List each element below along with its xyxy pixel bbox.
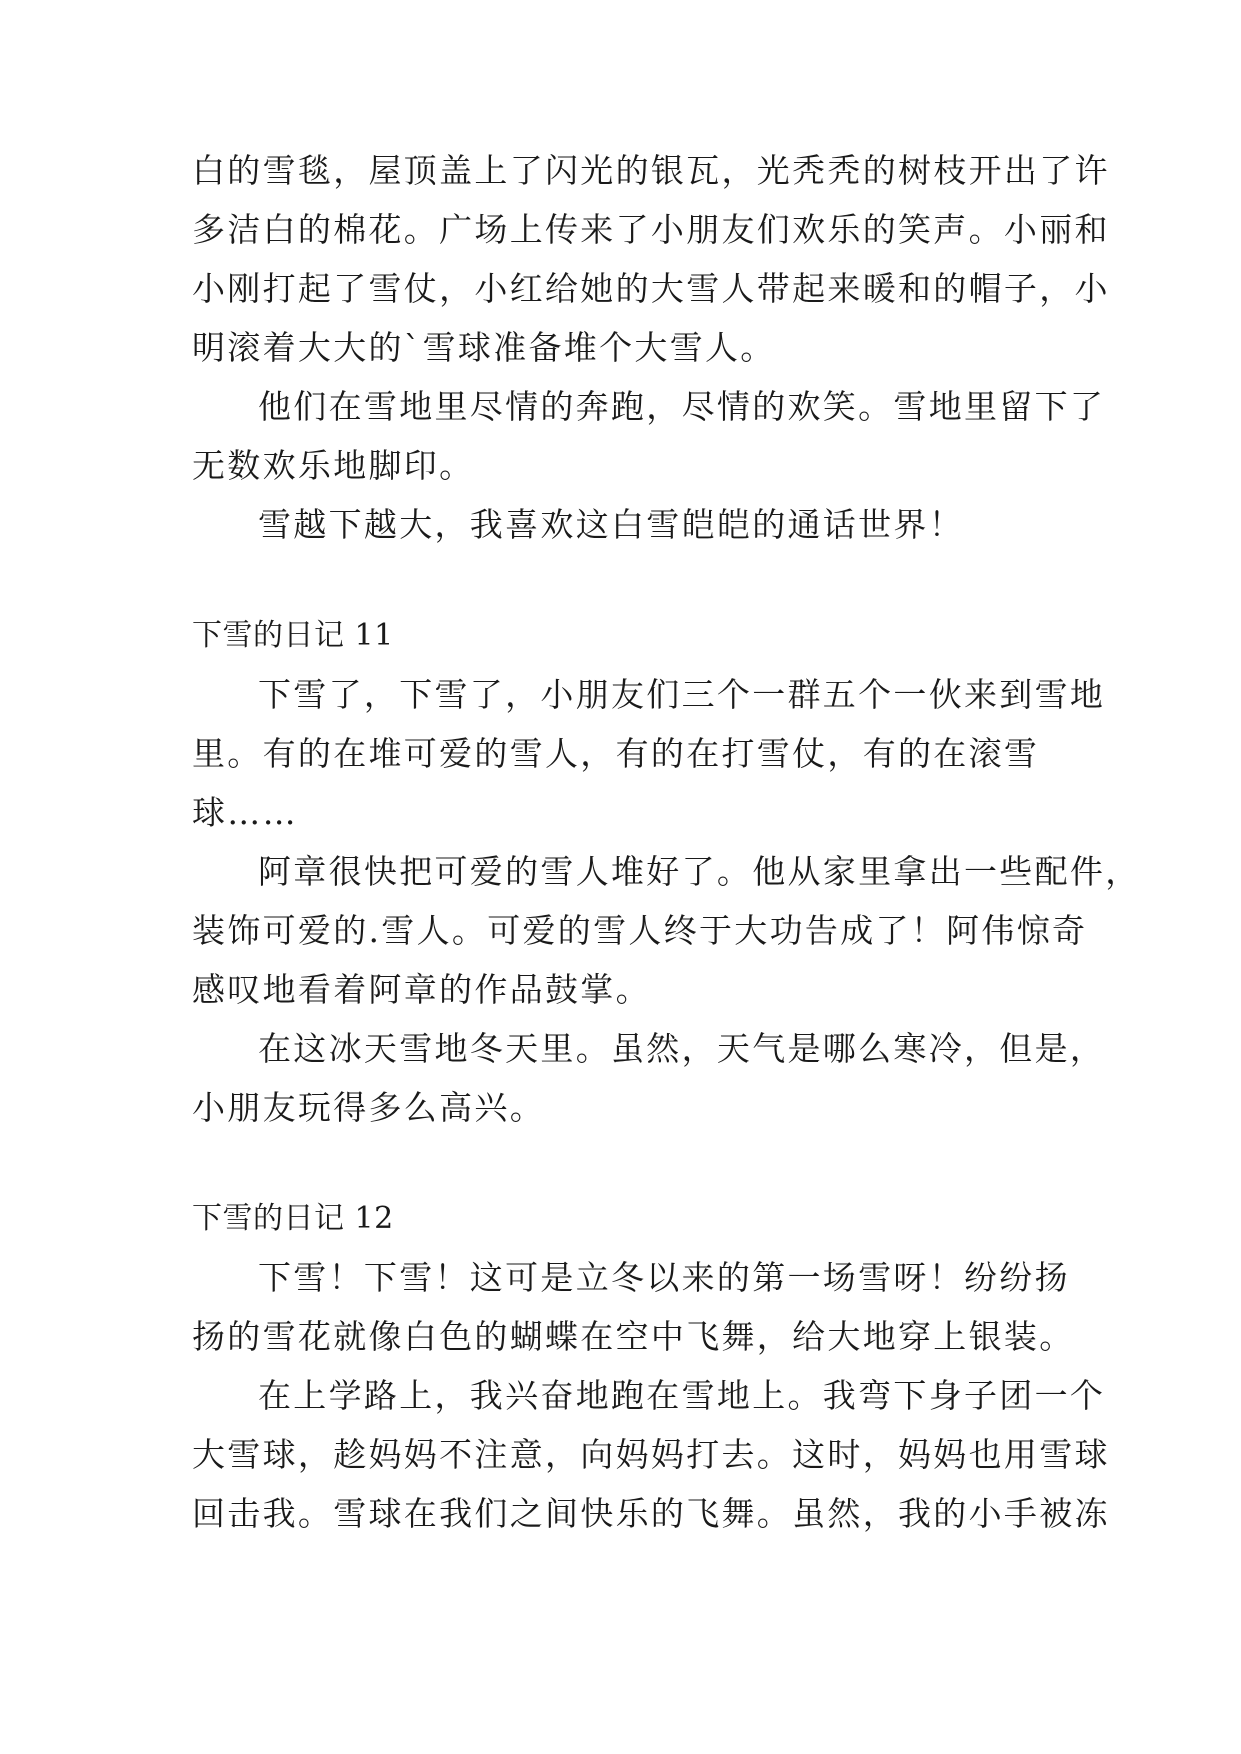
paragraph-line: 小刚打起了雪仗，小红给她的大雪人带起来暖和的帽子，小 <box>192 269 1110 308</box>
paragraph-line: 在这冰天雪地冬天里。虽然，天气是哪么寒冷，但是， <box>258 1029 1106 1068</box>
paragraph-line: 下雪了，下雪了，小朋友们三个一群五个一伙来到雪地 <box>258 675 1106 714</box>
paragraph-line: 感叹地看着阿章的作品鼓掌。 <box>192 970 651 1009</box>
paragraph-line: 他们在雪地里尽情的奔跑，尽情的欢笑。雪地里留下了 <box>258 387 1106 426</box>
paragraph-line: 在上学路上，我兴奋地跑在雪地上。我弯下身子团一个 <box>258 1376 1106 1415</box>
paragraph-line: 明滚着大大的`雪球准备堆个大雪人。 <box>192 328 776 367</box>
paragraph-line: 雪越下越大，我喜欢这白雪皑皑的通话世界！ <box>258 505 964 544</box>
paragraph-line: 扬的雪花就像白色的蝴蝶在空中飞舞，给大地穿上银装。 <box>192 1317 1075 1356</box>
paragraph-line: 白的雪毯，屋顶盖上了闪光的银瓦，光秃秃的树枝开出了许 <box>192 151 1110 190</box>
paragraph-line: 多洁白的棉花。广场上传来了小朋友们欢乐的笑声。小丽和 <box>192 210 1110 249</box>
paragraph-line: 里。有的在堆可爱的雪人，有的在打雪仗，有的在滚雪 <box>192 734 1040 773</box>
paragraph-line: 回击我。雪球在我们之间快乐的飞舞。虽然，我的小手被冻 <box>192 1494 1110 1533</box>
paragraph-line: 阿章很快把可爱的雪人堆好了。他从家里拿出一些配件， <box>258 852 1141 891</box>
paragraph-line: 小朋友玩得多么高兴。 <box>192 1088 545 1127</box>
paragraph-line: 装饰可爱的.雪人。可爱的雪人终于大功告成了！阿伟惊奇 <box>192 911 1088 950</box>
paragraph-line: 大雪球，趁妈妈不注意，向妈妈打去。这时，妈妈也用雪球 <box>192 1435 1110 1474</box>
section-heading: 下雪的日记 11 <box>192 618 394 653</box>
paragraph-line: 无数欢乐地脚印。 <box>192 446 475 485</box>
section-heading: 下雪的日记 12 <box>192 1201 394 1236</box>
paragraph-line: 下雪！下雪！这可是立冬以来的第一场雪呀！纷纷扬 <box>258 1258 1070 1297</box>
paragraph-line: 球…… <box>192 793 298 832</box>
